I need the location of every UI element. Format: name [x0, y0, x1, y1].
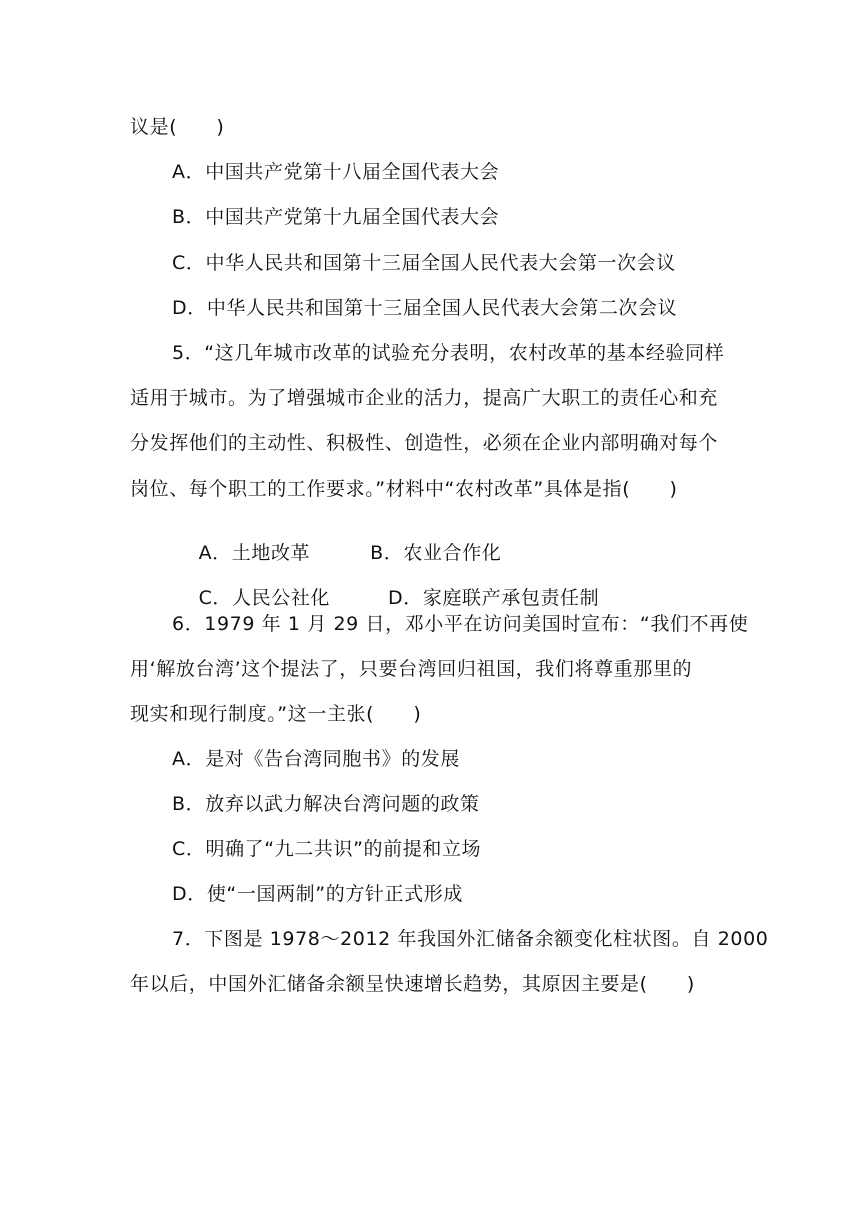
- q6-option-c: C．明确了“九二共识”的前提和立场: [172, 838, 482, 860]
- q5-option-d: D．家庭联产承包责任制: [388, 587, 600, 609]
- q5-stem-line-3: 分发挥他们的主动性、积极性、创造性，必须在企业内部明确对每个: [130, 432, 719, 454]
- q6-option-b: B．放弃以武力解决台湾问题的政策: [172, 793, 480, 815]
- q5-option-c: C．人民公社化: [198, 587, 331, 609]
- q4-option-b: B．中国共产党第十九届全国代表大会: [172, 206, 500, 228]
- q5-stem-line-1: 5．“这几年城市改革的试验充分表明，农村改革的基本经验同样: [172, 342, 725, 364]
- q6-stem-line-2: 用‘解放台湾’这个提法了，只要台湾回归祖国，我们将尊重那里的: [130, 658, 693, 680]
- q5-option-b: B．农业合作化: [370, 542, 502, 564]
- q4-option-c: C．中华人民共和国第十三届全国人民代表大会第一次会议: [172, 252, 676, 274]
- q5-stem-line-4: 岗位、每个职工的工作要求。”材料中“农村改革”具体是指( ): [130, 478, 678, 500]
- q4-option-d: D．中华人民共和国第十三届全国人民代表大会第二次会议: [172, 297, 678, 319]
- q6-option-d: D．使“一国两制”的方针正式形成: [172, 883, 463, 905]
- q4-option-a: A．中国共产党第十八届全国代表大会: [172, 161, 500, 183]
- q7-stem-line-1: 7．下图是 1978～2012 年我国外汇储备余额变化柱状图。自 2000: [172, 928, 769, 950]
- q7-stem-line-2: 年以后，中国外汇储备余额呈快速增长趋势，其原因主要是( ): [130, 973, 695, 995]
- q5-option-a: A．土地改革: [198, 542, 311, 564]
- q6-stem-line-3: 现实和现行制度。”这一主张( ): [130, 703, 422, 725]
- q6-stem-line-1: 6．1979 年 1 月 29 日，邓小平在访问美国时宣布：“我们不再使: [172, 613, 749, 635]
- q4-stem-tail: 议是( ): [130, 116, 225, 138]
- q5-stem-line-2: 适用于城市。为了增强城市企业的活力，提高广大职工的责任心和充: [130, 387, 719, 409]
- q6-option-a: A．是对《告台湾同胞书》的发展: [172, 748, 460, 770]
